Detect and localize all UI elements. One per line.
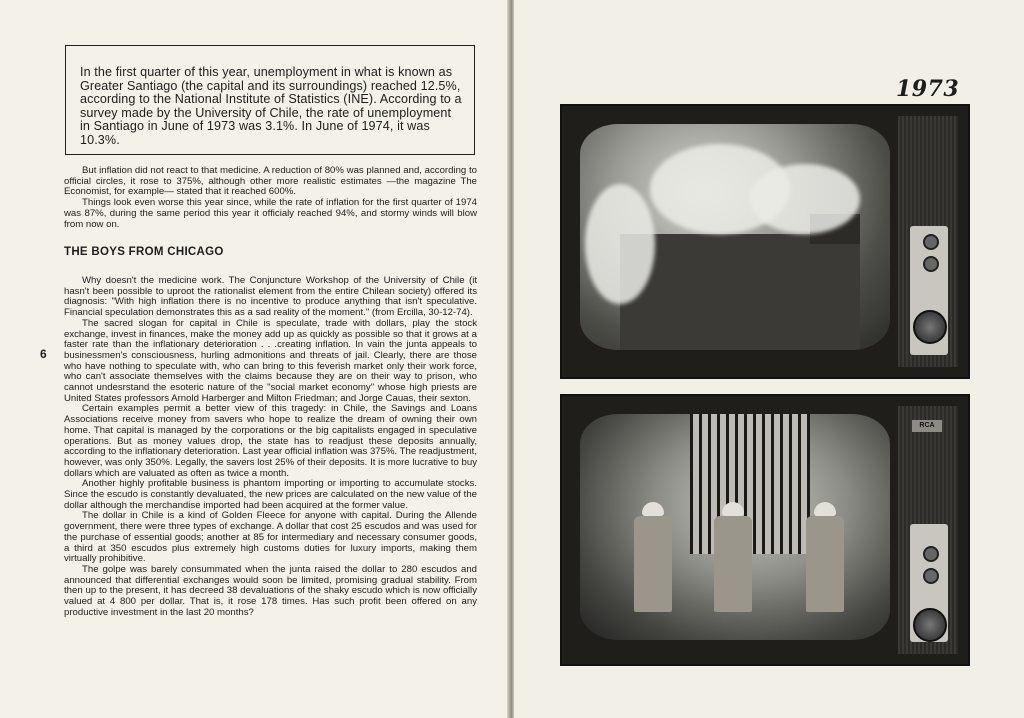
intro-paragraph: Things look even worse this year since, while the rate of inflation for the first quarter of 1974 was 87%, during the same period this year it officialy reached 94%, and stormy winds will blow from now on. [64, 197, 477, 230]
body-paragraph: Another highly profitable business is phantom importing or importing to accumulate stocks. Since the escudo is constantly devaluated, the new prices are calculated on the new value of the dollar although the merchandise imported had been acquired at the former value. [64, 478, 477, 511]
smoke-cloud [585, 184, 655, 304]
control-strip [910, 524, 948, 642]
tv-side-panel [898, 116, 958, 367]
intro-paragraph: But inflation did not react to that medicine. A reduction of 80% was planned and, according to official circles, it rose to 375%, although other more realistic estimates —the magazine The Economist, for example— stated that it reached 600%. [64, 165, 477, 198]
section-heading: THE BOYS FROM CHICAGO [64, 246, 224, 258]
tv-side-panel [898, 406, 958, 654]
soldier-figure [630, 502, 674, 622]
left-page [0, 0, 510, 718]
body-text [64, 276, 477, 619]
body-paragraph: Why doesn't the medicine work. The Conjuncture Workshop of the University of Chile (it hasn't been possible to uproot the rationalist element from the entire Chilean society) offered its diagnosis: "With high inflation there is no incentive to produce anything that isn't speculative. Financial speculation demonstrates this as a sad reality of the moment." (from Ercilla, 30-12-74). [64, 275, 477, 319]
tv-screen-soldiers [580, 414, 890, 640]
tv-screen-burning-palace [580, 124, 890, 350]
helmet-icon [642, 502, 664, 516]
tv-photo-soldiers [560, 394, 970, 666]
helmet-icon [814, 502, 836, 516]
body-paragraph: The dollar in Chile is a kind of Golden Fleece for anyone with capital. During the Allende government, there were three types of exchange. A dollar that cost 25 escudos and was used for the purchase of essential goods; another at 85 for intermediary and necessary consumer goods, a third at 350 escudos plus extremely high customs duties for luxury imports, making them virtually prohibitive. [64, 510, 477, 565]
body-paragraph: Certain examples permit a better view of this tragedy: in Chile, the Savings and Loans Associations receive money from savers who hope to realize the dream of owning their own home. That capital is managed by the corporations or the big capitalists engaged in speculative operations. But as money values drop, the state has to readjust these deposits annually, according to the inflationary deterioration. Last year official inflation was 375%. The readjustment, however, was only 350%. Legally, the savers lost 25% of their deposits. It is more lucrative to buy dollars which are valuated as often as twice a month. [64, 403, 477, 479]
body-paragraph: The sacred slogan for capital in Chile is speculate, trade with dollars, play the stock exchange, invest in finances, make the money add up as quickly as possible so that it grows at a faster rate than the inflationary deterioration . . .creating inflation. In vain the junta appeals to businessmen's consciousness, hurling admonitions and threats of jail. Clearly, there are those who have nothing to speculate with, who can bring to this feverish market only their work force, who can't associate themselves with the claims because they are on their way to prison, who cannot undesrstand the esoteric nature of the "social market economy" whose high priests are United States professors Arnold Harberger and Milton Friedman; and Jorge Cauas, their sexton. [64, 317, 477, 404]
tv-photo-bombing [560, 104, 970, 379]
palace-building [620, 234, 860, 350]
unemployment-callout-box [65, 45, 475, 155]
knob-icon [923, 568, 939, 584]
helmet-icon [722, 502, 744, 516]
page-number: 6 [40, 347, 47, 361]
intro-text [64, 166, 477, 230]
handwritten-year: 1973 [896, 76, 960, 102]
soldier-figure [710, 502, 754, 622]
dial-icon [913, 310, 947, 344]
smoke-cloud [750, 164, 860, 234]
knob-icon [923, 234, 939, 250]
soldier-figure [802, 502, 846, 622]
dial-icon [913, 608, 947, 642]
callout-text: In the first quarter of this year, unemployment in what is known as Greater Santiago (the capital and its surroundings) reached 12.5%, according to the National Institute of Statistics (INE). According to a survey made by the University of Chile, the rate of unemployment in Santiago in June of 1973 was 3.1%. In June of 1974, it was 10.3%. [80, 65, 462, 147]
tv-brand-logo: RCA [912, 420, 942, 432]
knob-icon [923, 546, 939, 562]
control-strip [910, 226, 948, 355]
body-paragraph: The golpe was barely consummated when the junta raised the dollar to 280 escudos and announced that differential exchanges would soon be limited, promising gradual stability. From then up to the present, it has decreed 38 devaluations of the shaky escudo which is now officially valued at 4 800 per dollar. That is, it rose 178 times. Has such profit been offered on any productive investment in the last 20 months? [64, 563, 477, 618]
knob-icon [923, 256, 939, 272]
